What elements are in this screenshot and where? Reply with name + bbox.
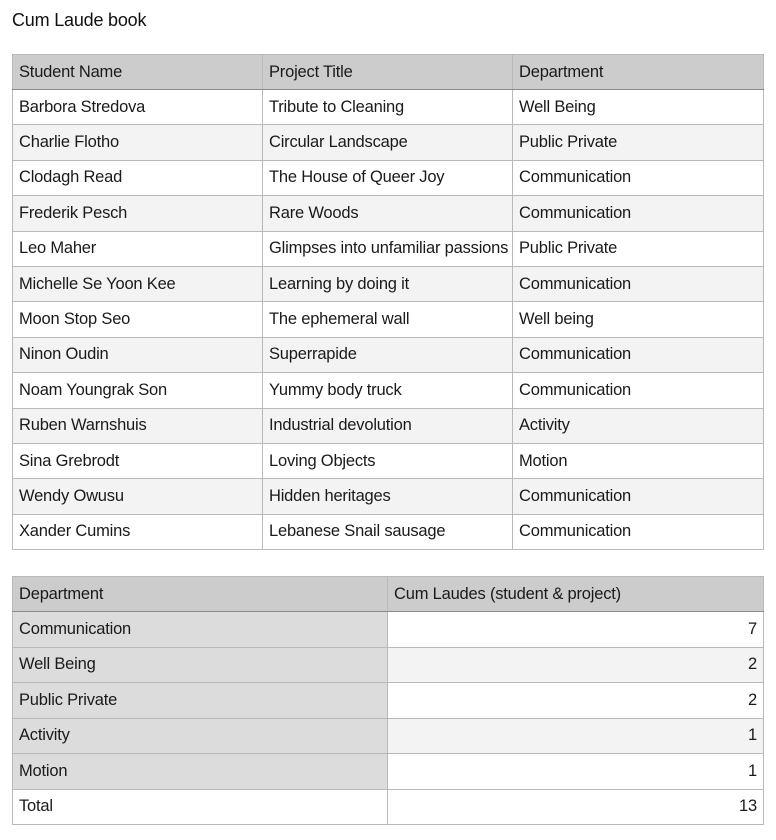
count-cell: 1 (388, 718, 764, 754)
table-row (13, 514, 764, 549)
department-cell: Communication (513, 266, 764, 301)
department-cell: Communication (513, 196, 764, 231)
table-header-row (13, 577, 764, 612)
table-row (13, 754, 764, 790)
table-row (13, 683, 764, 719)
department-cell: Communication (513, 373, 764, 408)
header-student-name: Student Name (13, 55, 263, 90)
table-row (13, 196, 764, 231)
table-row (13, 443, 764, 478)
table-row (13, 408, 764, 443)
table-row (13, 266, 764, 301)
student-name-cell: Noam Youngrak Son (13, 373, 263, 408)
header-department: Department (513, 55, 764, 90)
student-name-cell: Frederik Pesch (13, 196, 263, 231)
project-title-cell: Rare Woods (263, 196, 513, 231)
project-title-cell: Glimpses into unfamiliar passions (263, 231, 513, 266)
department-cell: Activity (13, 718, 388, 754)
header-cum-laudes: Cum Laudes (student & project) (388, 577, 764, 612)
project-title-cell: Yummy body truck (263, 373, 513, 408)
project-title-cell: Loving Objects (263, 443, 513, 478)
count-cell: 1 (388, 754, 764, 790)
project-title-cell: Industrial devolution (263, 408, 513, 443)
total-value: 13 (388, 789, 764, 825)
department-cell: Well being (513, 302, 764, 337)
department-cell: Communication (513, 160, 764, 195)
student-name-cell: Michelle Se Yoon Kee (13, 266, 263, 301)
department-summary-table (12, 576, 764, 825)
project-title-cell: Lebanese Snail sausage (263, 514, 513, 549)
table-row (13, 647, 764, 683)
total-label: Total (13, 789, 388, 825)
department-cell: Communication (513, 479, 764, 514)
project-title-cell: The House of Queer Joy (263, 160, 513, 195)
table-row (13, 612, 764, 648)
header-project-title: Project Title (263, 55, 513, 90)
table-row (13, 718, 764, 754)
student-name-cell: Barbora Stredova (13, 90, 263, 125)
students-table (12, 54, 764, 550)
count-cell: 2 (388, 683, 764, 719)
student-name-cell: Ninon Oudin (13, 337, 263, 372)
count-cell: 2 (388, 647, 764, 683)
department-cell: Motion (513, 443, 764, 478)
table-row (13, 125, 764, 160)
student-name-cell: Moon Stop Seo (13, 302, 263, 337)
table-header-row (13, 55, 764, 90)
department-cell: Communication (513, 337, 764, 372)
department-cell: Communication (513, 514, 764, 549)
project-title-cell: Hidden heritages (263, 479, 513, 514)
table-row (13, 302, 764, 337)
total-row (13, 789, 764, 825)
table-row (13, 231, 764, 266)
department-cell: Activity (513, 408, 764, 443)
department-cell: Well Being (513, 90, 764, 125)
table-row (13, 160, 764, 195)
student-name-cell: Wendy Owusu (13, 479, 263, 514)
student-name-cell: Xander Cumins (13, 514, 263, 549)
project-title-cell: The ephemeral wall (263, 302, 513, 337)
count-cell: 7 (388, 612, 764, 648)
department-cell: Public Private (513, 231, 764, 266)
document-title: Cum Laude book (12, 10, 147, 30)
department-cell: Communication (13, 612, 388, 648)
department-cell: Public Private (13, 683, 388, 719)
student-name-cell: Ruben Warnshuis (13, 408, 263, 443)
table-row (13, 479, 764, 514)
department-cell: Public Private (513, 125, 764, 160)
department-cell: Motion (13, 754, 388, 790)
header-department: Department (13, 577, 388, 612)
project-title-cell: Learning by doing it (263, 266, 513, 301)
department-cell: Well Being (13, 647, 388, 683)
project-title-cell: Circular Landscape (263, 125, 513, 160)
project-title-cell: Superrapide (263, 337, 513, 372)
table-row (13, 90, 764, 125)
student-name-cell: Charlie Flotho (13, 125, 263, 160)
student-name-cell: Leo Maher (13, 231, 263, 266)
student-name-cell: Sina Grebrodt (13, 443, 263, 478)
table-row (13, 373, 764, 408)
project-title-cell: Tribute to Cleaning (263, 90, 513, 125)
table-row (13, 337, 764, 372)
student-name-cell: Clodagh Read (13, 160, 263, 195)
